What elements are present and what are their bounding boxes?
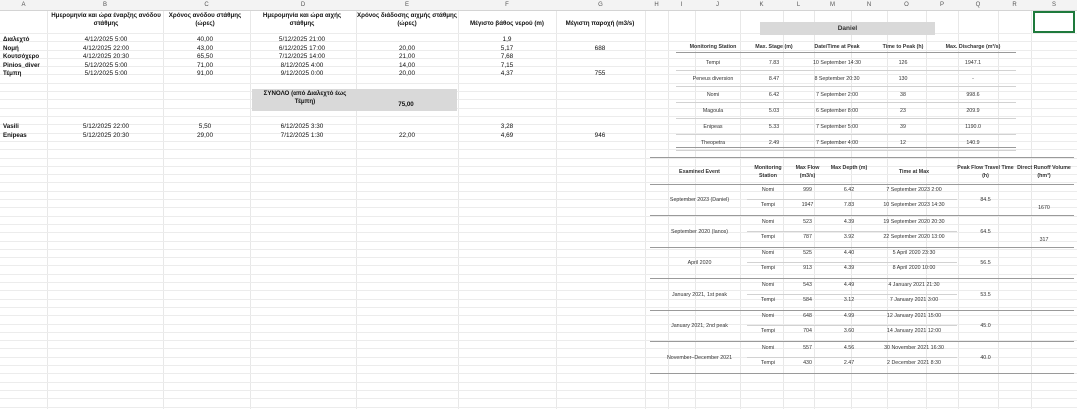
events-header-travel[interactable]: Peak Flow Travel Time (h) xyxy=(957,165,1014,179)
events-depth[interactable]: 3.92 xyxy=(843,233,855,240)
events-depth[interactable]: 7.83 xyxy=(843,202,855,208)
greek-depth[interactable]: 1,9 xyxy=(502,36,512,43)
greek-station[interactable]: Pinios_diver xyxy=(3,61,40,69)
column-header-j[interactable]: J xyxy=(695,0,740,11)
events-header-station[interactable]: Monitoring Station xyxy=(754,165,782,179)
events-inner-rule xyxy=(747,325,957,326)
greek-rise[interactable]: 71,00 xyxy=(197,61,213,69)
events-station[interactable]: Nomi xyxy=(761,187,775,193)
events-station[interactable]: Nomi xyxy=(761,281,775,288)
daniel-cell[interactable]: 7.83 xyxy=(768,60,780,66)
column-header-a[interactable]: A xyxy=(0,0,47,11)
greek-peak[interactable]: 7/12/2025 14:00 xyxy=(278,53,326,61)
events-header-volume[interactable]: Direct Runoff Volume (hm³) xyxy=(1017,165,1071,179)
greek-start[interactable]: 5/12/2025 20:30 xyxy=(82,131,130,139)
events-time[interactable]: 7 January 2021 3:00 xyxy=(889,296,939,303)
greek-rise[interactable]: 91,00 xyxy=(197,70,213,78)
greek-flow[interactable]: 755 xyxy=(594,70,606,78)
daniel-cell[interactable]: 12 xyxy=(900,140,906,146)
daniel-header[interactable]: Monitoring Station xyxy=(689,44,737,50)
events-flow[interactable]: 704 xyxy=(803,328,812,334)
events-header-time[interactable]: Time at Max xyxy=(898,169,930,175)
daniel-cell[interactable]: 10 September 14:30 xyxy=(812,60,861,66)
events-depth[interactable]: 2.47 xyxy=(843,359,855,366)
events-inner-rule xyxy=(747,262,957,263)
greek-start[interactable]: 4/12/2025 5:00 xyxy=(84,36,128,43)
row-gridline xyxy=(0,257,1077,258)
greek-travel[interactable]: 14,00 xyxy=(399,61,415,69)
header-travel[interactable]: Χρόνος διάδοσης αιχμής στάθμης (ώρες) xyxy=(357,12,457,27)
daniel-header-rule xyxy=(676,52,1016,53)
events-depth[interactable]: 4.39 xyxy=(843,218,855,225)
daniel-header[interactable]: Max. Discharge (m³/s) xyxy=(945,44,1001,50)
events-time[interactable]: 4 January 2021 21:30 xyxy=(888,281,940,288)
daniel-cell[interactable]: Peneus diversion xyxy=(692,76,734,82)
row-gridline xyxy=(0,407,1077,408)
column-header-l[interactable]: L xyxy=(783,0,814,11)
greek-depth[interactable]: 4,69 xyxy=(500,131,514,139)
events-station[interactable]: Nomi xyxy=(761,218,775,225)
column-gridline xyxy=(645,11,646,409)
greek-travel[interactable]: 20,00 xyxy=(399,70,415,78)
events-flow[interactable]: 584 xyxy=(803,296,812,303)
events-station[interactable]: Tempi xyxy=(760,265,776,271)
greek-rise[interactable]: 43,00 xyxy=(197,44,213,52)
events-flow[interactable]: 525 xyxy=(803,250,812,256)
greek-depth[interactable]: 7,68 xyxy=(500,53,514,61)
events-depth[interactable]: 6.42 xyxy=(843,187,855,193)
greek-start[interactable]: 4/12/2025 22:00 xyxy=(82,44,130,52)
greek-start[interactable]: 5/12/2025 22:00 xyxy=(82,123,130,130)
daniel-cell[interactable]: 6 September 8:00 xyxy=(815,108,859,114)
daniel-cell[interactable]: 998.6 xyxy=(966,92,980,98)
greek-peak[interactable]: 7/12/2025 1:30 xyxy=(280,131,324,139)
events-inner-rule xyxy=(747,294,957,295)
events-event-name[interactable]: November–December 2021 xyxy=(666,354,733,361)
daniel-cell[interactable]: Magoula xyxy=(702,108,724,114)
events-station[interactable]: Tempi xyxy=(760,296,776,303)
row-gridline xyxy=(0,216,1077,217)
greek-station[interactable]: Κουτσόχερο xyxy=(3,53,40,61)
greek-rise[interactable]: 65,50 xyxy=(197,53,213,61)
greek-depth[interactable]: 4,37 xyxy=(500,70,514,78)
greek-station[interactable]: Vasili xyxy=(3,123,19,130)
daniel-cell[interactable]: 130 xyxy=(898,76,908,82)
daniel-cell[interactable]: Tempi xyxy=(705,60,721,66)
daniel-cell[interactable]: - xyxy=(972,76,974,82)
header-start[interactable]: Ημερομηνία και ώρα έναρξης ανόδου στάθμης xyxy=(51,12,161,27)
events-header-flow[interactable]: Max Flow (m3/s) xyxy=(795,165,820,179)
column-header-r[interactable]: R xyxy=(998,0,1031,11)
events-event-name[interactable]: January 2021, 2nd peak xyxy=(671,323,728,329)
events-flow[interactable]: 787 xyxy=(803,233,812,240)
daniel-cell[interactable]: 23 xyxy=(900,108,906,114)
daniel-cell[interactable]: 209.9 xyxy=(966,108,980,114)
daniel-cell[interactable]: Enipeas xyxy=(703,124,723,130)
events-flow[interactable]: 430 xyxy=(803,359,812,366)
events-event-name[interactable]: April 2020 xyxy=(687,260,712,266)
events-station[interactable]: Tempi xyxy=(760,359,776,366)
events-travel[interactable]: 40.0 xyxy=(980,354,991,361)
daniel-cell[interactable]: 38 xyxy=(900,92,906,98)
greek-travel[interactable]: 21,00 xyxy=(399,53,415,61)
greek-start[interactable]: 5/12/2025 5:00 xyxy=(84,70,128,78)
daniel-cell[interactable]: 8 September 20:30 xyxy=(814,76,860,82)
events-travel[interactable]: 84.5 xyxy=(980,197,991,203)
events-flow[interactable]: 543 xyxy=(803,281,812,288)
greek-station[interactable]: Τέμπη xyxy=(3,70,22,78)
events-time[interactable]: 19 September 2020 20:30 xyxy=(883,218,945,225)
greek-peak[interactable]: 6/12/2025 3:30 xyxy=(280,123,324,130)
column-header-s[interactable]: S xyxy=(1031,0,1077,11)
events-inner-rule xyxy=(747,231,957,232)
events-inner-rule xyxy=(747,357,957,358)
daniel-row-rule xyxy=(676,86,1016,87)
events-station[interactable]: Tempi xyxy=(760,202,776,208)
events-flow[interactable]: 913 xyxy=(803,265,812,271)
events-travel[interactable]: 64.5 xyxy=(980,228,991,235)
row-gridline xyxy=(0,274,1077,275)
row-gridline xyxy=(0,307,1077,308)
events-group-rule xyxy=(650,341,1074,342)
greek-depth[interactable]: 5,17 xyxy=(500,44,514,52)
daniel-header[interactable]: Max. Stage (m) xyxy=(755,44,793,50)
events-volume[interactable]: 317 xyxy=(1039,236,1049,243)
events-group-rule xyxy=(650,247,1074,248)
events-event-name[interactable]: September 2023 (Daniel) xyxy=(669,197,730,203)
row-gridline xyxy=(0,241,1077,242)
events-header-depth[interactable]: Max Depth (m) xyxy=(830,165,868,171)
events-travel[interactable]: 45.0 xyxy=(980,323,991,329)
events-travel[interactable]: 56.5 xyxy=(980,260,991,266)
header-rise[interactable]: Χρόνος ανόδου στάθμης (ώρες) xyxy=(168,12,242,27)
events-group-rule xyxy=(650,310,1074,311)
daniel-title[interactable]: Daniel xyxy=(837,25,858,32)
header-depth[interactable]: Μέγιστο βάθος νερού (m) xyxy=(470,20,544,27)
daniel-cell[interactable]: 5.33 xyxy=(768,124,780,130)
column-header-i[interactable]: I xyxy=(668,0,695,11)
column-header-h[interactable]: H xyxy=(645,0,668,11)
row-gridline xyxy=(0,116,1077,117)
row-gridline xyxy=(0,398,1077,399)
daniel-cell[interactable]: Theopetra xyxy=(700,140,726,146)
daniel-cell[interactable]: 2.49 xyxy=(768,140,780,146)
column-header-f[interactable]: F xyxy=(458,0,556,11)
column-header-g[interactable]: G xyxy=(556,0,645,11)
daniel-cell[interactable]: 7 September 2:00 xyxy=(815,92,859,98)
greek-travel[interactable]: 20,00 xyxy=(399,44,415,52)
events-time[interactable]: 22 September 2020 13:00 xyxy=(883,233,945,240)
events-inner-rule xyxy=(747,199,957,200)
row-gridline xyxy=(0,166,1077,167)
events-depth[interactable]: 4.49 xyxy=(843,281,855,288)
greek-flow[interactable]: 688 xyxy=(594,44,606,52)
events-station[interactable]: Nomi xyxy=(761,313,775,319)
events-station[interactable]: Tempi xyxy=(760,233,776,240)
greek-depth[interactable]: 7,15 xyxy=(500,61,514,69)
events-station[interactable]: Tempi xyxy=(760,328,776,334)
events-depth[interactable]: 3.12 xyxy=(843,296,855,303)
row-gridline xyxy=(0,390,1077,391)
events-event-name[interactable]: September 2020 (Ianos) xyxy=(670,228,729,235)
row-gridline xyxy=(0,382,1077,383)
daniel-cell[interactable]: 5.03 xyxy=(768,108,780,114)
daniel-bottom-rule xyxy=(676,147,1016,148)
daniel-row-rule xyxy=(676,118,1016,119)
column-header-m[interactable]: M xyxy=(814,0,851,11)
events-station[interactable]: Nomi xyxy=(761,250,775,256)
greek-peak[interactable]: 6/12/2025 17:00 xyxy=(278,44,326,52)
greek-peak[interactable]: 9/12/2025 0:00 xyxy=(280,70,324,78)
column-header-n[interactable]: N xyxy=(851,0,887,11)
greek-rise[interactable]: 29,00 xyxy=(197,131,213,139)
total-label[interactable]: ΣΥΝΟΛΟ (από Διαλεχτό έως Τέμπη) xyxy=(263,90,347,105)
column-gridline xyxy=(47,11,48,409)
greek-flow[interactable]: 946 xyxy=(594,131,606,139)
daniel-row-rule xyxy=(676,70,1016,71)
header-flow[interactable]: Μέγιστη παροχή (m3/s) xyxy=(565,20,635,27)
greek-peak[interactable]: 8/12/2025 4:00 xyxy=(280,61,324,69)
events-time[interactable]: 2 December 2021 8:30 xyxy=(887,359,941,366)
events-flow[interactable]: 557 xyxy=(803,344,812,351)
events-flow[interactable]: 648 xyxy=(803,313,812,319)
events-header-event[interactable]: Examined Event xyxy=(679,169,720,175)
events-depth[interactable]: 4.56 xyxy=(843,344,855,351)
daniel-cell[interactable]: 140.9 xyxy=(966,140,980,146)
events-group-rule xyxy=(650,278,1074,279)
row-gridline xyxy=(0,158,1077,159)
events-station[interactable]: Nomi xyxy=(761,344,775,351)
greek-rise[interactable]: 5,50 xyxy=(198,123,212,130)
column-header-q[interactable]: Q xyxy=(958,0,998,11)
column-header-p[interactable]: P xyxy=(926,0,958,11)
daniel-cell[interactable]: 1190.0 xyxy=(965,124,981,130)
greek-station[interactable]: Νομή xyxy=(3,44,19,52)
events-time[interactable]: 30 November 2021 16:30 xyxy=(884,344,944,351)
events-depth[interactable]: 4.99 xyxy=(843,313,855,319)
events-top-rule xyxy=(650,157,1074,158)
column-header-d[interactable]: D xyxy=(250,0,356,11)
column-header-e[interactable]: E xyxy=(356,0,458,11)
daniel-row-rule xyxy=(676,150,1016,151)
row-gridline xyxy=(0,182,1077,183)
events-flow[interactable]: 523 xyxy=(803,218,812,225)
events-time[interactable]: 7 September 2023 2:00 xyxy=(886,187,942,193)
column-gridline xyxy=(668,11,669,409)
events-time[interactable]: 10 September 2023 14:30 xyxy=(883,202,945,208)
greek-station[interactable]: Enipeas xyxy=(3,131,27,139)
events-time[interactable]: 5 April 2020 23:30 xyxy=(892,250,936,256)
total-value[interactable]: 75,00 xyxy=(398,101,414,108)
events-travel[interactable]: 53.5 xyxy=(980,291,991,298)
events-header-rule xyxy=(650,184,1074,185)
daniel-header[interactable]: Time to Peak (h) xyxy=(882,44,924,50)
column-header-c[interactable]: C xyxy=(163,0,250,11)
daniel-cell[interactable]: 8.47 xyxy=(768,76,780,82)
row-gridline xyxy=(0,99,1077,100)
greek-start[interactable]: 4/12/2025 20:30 xyxy=(82,53,130,61)
row-gridline xyxy=(0,83,1077,84)
events-flow[interactable]: 1947 xyxy=(801,202,814,208)
events-depth[interactable]: 4.39 xyxy=(843,265,855,271)
events-event-name[interactable]: January 2021, 1st peak xyxy=(671,291,728,298)
greek-travel[interactable]: 22,00 xyxy=(399,131,415,139)
events-depth[interactable]: 4.40 xyxy=(843,250,855,256)
column-header-k[interactable]: K xyxy=(740,0,783,11)
greek-start[interactable]: 5/12/2025 5:00 xyxy=(84,61,128,69)
greek-rise[interactable]: 40,00 xyxy=(197,36,213,43)
events-group-rule xyxy=(650,215,1074,216)
daniel-cell[interactable]: Nomi xyxy=(706,92,720,98)
daniel-cell[interactable]: 6.42 xyxy=(768,92,780,98)
daniel-cell[interactable]: 1947.1 xyxy=(964,60,982,66)
row-gridline xyxy=(0,290,1077,291)
daniel-cell[interactable]: 39 xyxy=(900,124,906,130)
daniel-cell[interactable]: 126 xyxy=(898,60,908,66)
daniel-cell[interactable]: 7 September 5:00 xyxy=(815,124,859,130)
greek-peak[interactable]: 5/12/2025 21:00 xyxy=(278,36,326,43)
column-header-o[interactable]: O xyxy=(887,0,926,11)
column-header-b[interactable]: B xyxy=(47,0,163,11)
events-time[interactable]: 12 January 2021 15:00 xyxy=(886,313,942,319)
events-time[interactable]: 14 January 2021 12:00 xyxy=(886,328,942,334)
events-volume[interactable]: 1670 xyxy=(1038,205,1050,211)
daniel-header[interactable]: Date/Time at Peak xyxy=(814,44,860,50)
events-time[interactable]: 8 April 2020 10:00 xyxy=(892,265,936,271)
header-peak[interactable]: Ημερομηνία και ώρα αιχής στάθμης xyxy=(262,12,342,27)
selected-cell[interactable] xyxy=(1033,11,1075,33)
daniel-row-rule xyxy=(676,102,1016,103)
events-flow[interactable]: 999 xyxy=(803,187,812,193)
greek-station[interactable]: Διαλεχτό xyxy=(3,36,30,43)
events-depth[interactable]: 3.60 xyxy=(843,328,855,334)
daniel-row-rule xyxy=(676,134,1016,135)
greek-depth[interactable]: 3,28 xyxy=(500,123,514,130)
events-group-rule xyxy=(650,373,1074,374)
daniel-cell[interactable]: 7 September 4:00 xyxy=(815,140,859,146)
